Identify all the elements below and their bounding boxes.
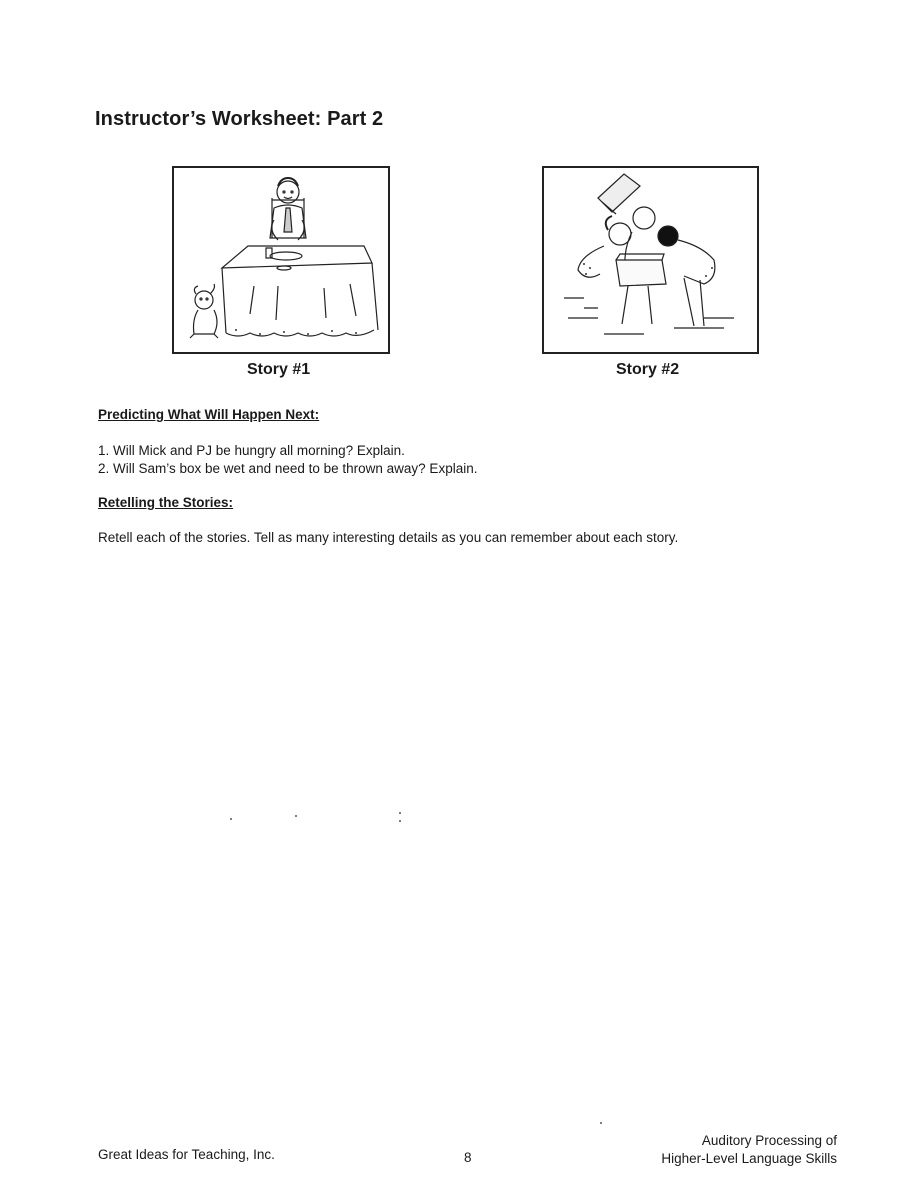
footer-book-title-line-1: Auditory Processing of <box>701 1133 837 1148</box>
retelling-heading: Retelling the Stories: <box>98 495 234 510</box>
scan-speck <box>600 1122 602 1124</box>
page-title: Instructor’s Worksheet: Part 2 <box>95 108 384 130</box>
children-in-water-with-box-illustration <box>544 168 757 352</box>
boy-eating-breakfast-with-dog-illustration <box>174 168 388 352</box>
story-2-illustration <box>542 166 759 354</box>
scan-speck <box>399 820 401 822</box>
scan-speck <box>230 818 232 820</box>
retelling-instructions: Retell each of the stories. Tell as many interesting details as you can remember about each story. <box>98 530 679 545</box>
footer-book-title <box>661 1132 837 1168</box>
story-1-caption: Story #1 <box>247 361 311 378</box>
page-number: 8 <box>464 1150 472 1165</box>
scan-speck <box>295 815 297 817</box>
question-item: 2. Will Sam’s box be wet and need to be thrown away? Explain. <box>98 461 478 476</box>
story-2-caption: Story #2 <box>616 361 680 378</box>
predicting-heading: Predicting What Will Happen Next: <box>98 407 320 422</box>
footer-book-title-line-2: Higher-Level Language Skills <box>661 1151 837 1166</box>
footer-publisher: Great Ideas for Teaching, Inc. <box>98 1147 275 1162</box>
question-item: 1. Will Mick and PJ be hungry all morning? Explain. <box>98 443 405 458</box>
story-1-illustration <box>172 166 390 354</box>
question-list <box>98 442 477 478</box>
scan-speck <box>399 812 401 814</box>
